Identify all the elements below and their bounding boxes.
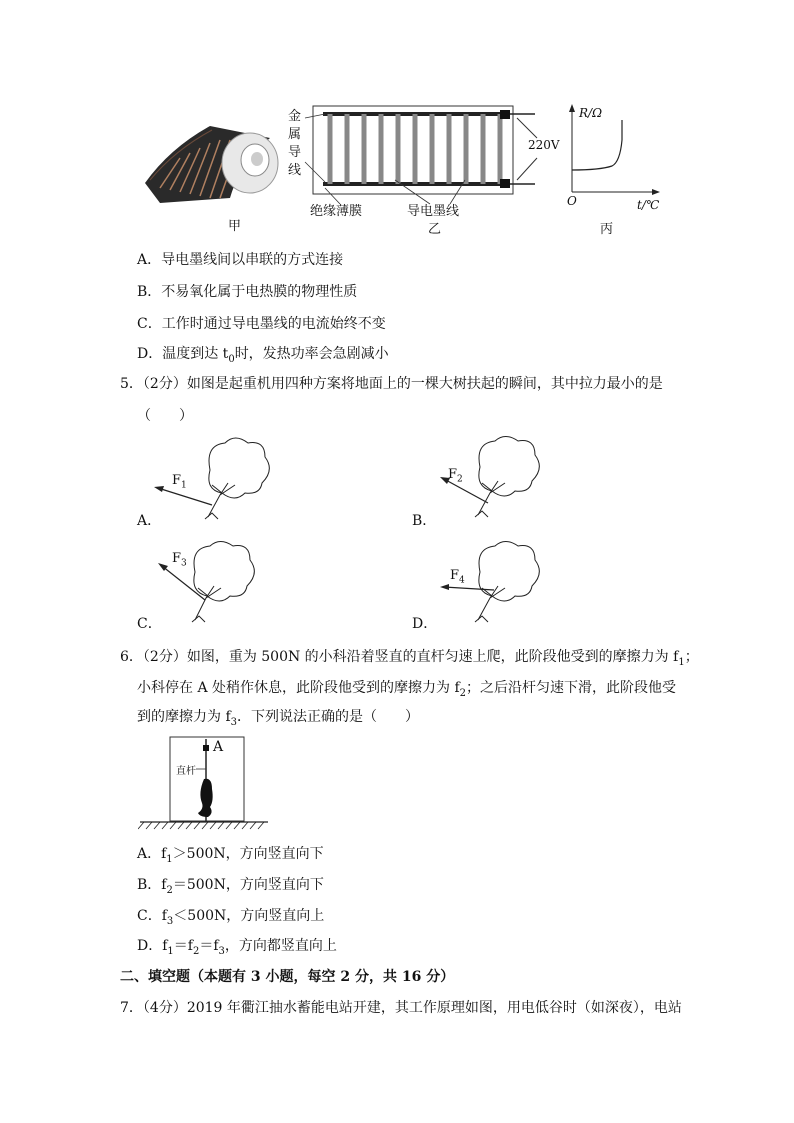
q5-stem: 5．（2分）如图是起重机用四种方案将地面上的一棵大树扶起的瞬间，其中拉力最小的是 [120,376,663,392]
voltage-label: 220V [528,138,560,152]
force-label-f3: $F_3$ [172,551,187,569]
tree-figure-c [150,540,280,630]
rod-label: 直杆 [176,766,196,777]
insulating-film-label: 绝缘薄膜 [310,204,363,219]
circuit-diagram [285,100,555,215]
q5-option-b: B． [412,513,437,529]
q5-answer-paren: （ ） [137,408,193,424]
axis-x-label: t/℃ [637,198,660,212]
point-a-label: A [213,739,224,755]
q5-option-d: D． [412,616,438,632]
q5-option-c: C． [137,616,162,632]
label-bing: 丙 [600,222,614,237]
heating-film-roll-image [140,108,280,208]
q6-line1: 6．（2分）如图，重为 500N 的小科沿着竖直的直杆匀速上爬，此阶段他受到的摩擦力为 $f_1$； [120,649,699,668]
label-jia: 甲 [228,219,242,234]
force-label-f1: $F_1$ [172,473,187,491]
origin-label: O [567,194,577,208]
q5-option-a: A． [137,513,162,529]
force-label-f4: $F_4$ [450,568,465,586]
q6-option-d: D．$f_1=f_2=f_3$，方向都竖直向上 [137,938,337,957]
conductive-ink-label: 导电墨线 [407,204,460,219]
metal-wire-label: 金 属 导 线 [288,109,302,178]
force-label-f2: $F_2$ [448,467,463,485]
q6-option-b: B．$f_2=500N$，方向竖直向下 [137,877,324,896]
q4-option-b: B．不易氧化属于电热膜的物理性质 [137,284,358,300]
q6-option-c: C．$f_3<500N$，方向竖直向上 [137,908,325,927]
axis-y-label: R/Ω [579,106,603,120]
q6-line2: 小科停在 A 处稍作休息，此阶段他受到的摩擦力为 $f_2$；之后沿杆匀速下滑，此阶段他受 [137,680,677,699]
q7-stem: 7．（4分）2019 年衢江抽水蓄能电站开建，其工作原理如图，用电低谷时（如深夜），电站 [120,1000,682,1016]
climbing-rod-figure [138,733,273,831]
q4-option-a: A．导电墨线间以串联的方式连接 [137,252,344,268]
section-heading-fill-blank: 二、填空题（本题有 3 小题，每空 2 分，共 16 分） [120,969,455,985]
q6-line3: 到的摩擦力为 $f_3$．下列说法正确的是（ ） [137,709,420,728]
q4-option-d: D．温度到达 $t_0$时，发热功率会急剧减小 [137,346,389,365]
q4-option-c: C．工作时通过导电墨线的电流始终不变 [137,316,386,332]
q6-option-a: A．$f_1>500N$，方向竖直向下 [137,846,324,865]
label-yi: 乙 [428,222,442,237]
tree-figure-a [150,435,280,525]
